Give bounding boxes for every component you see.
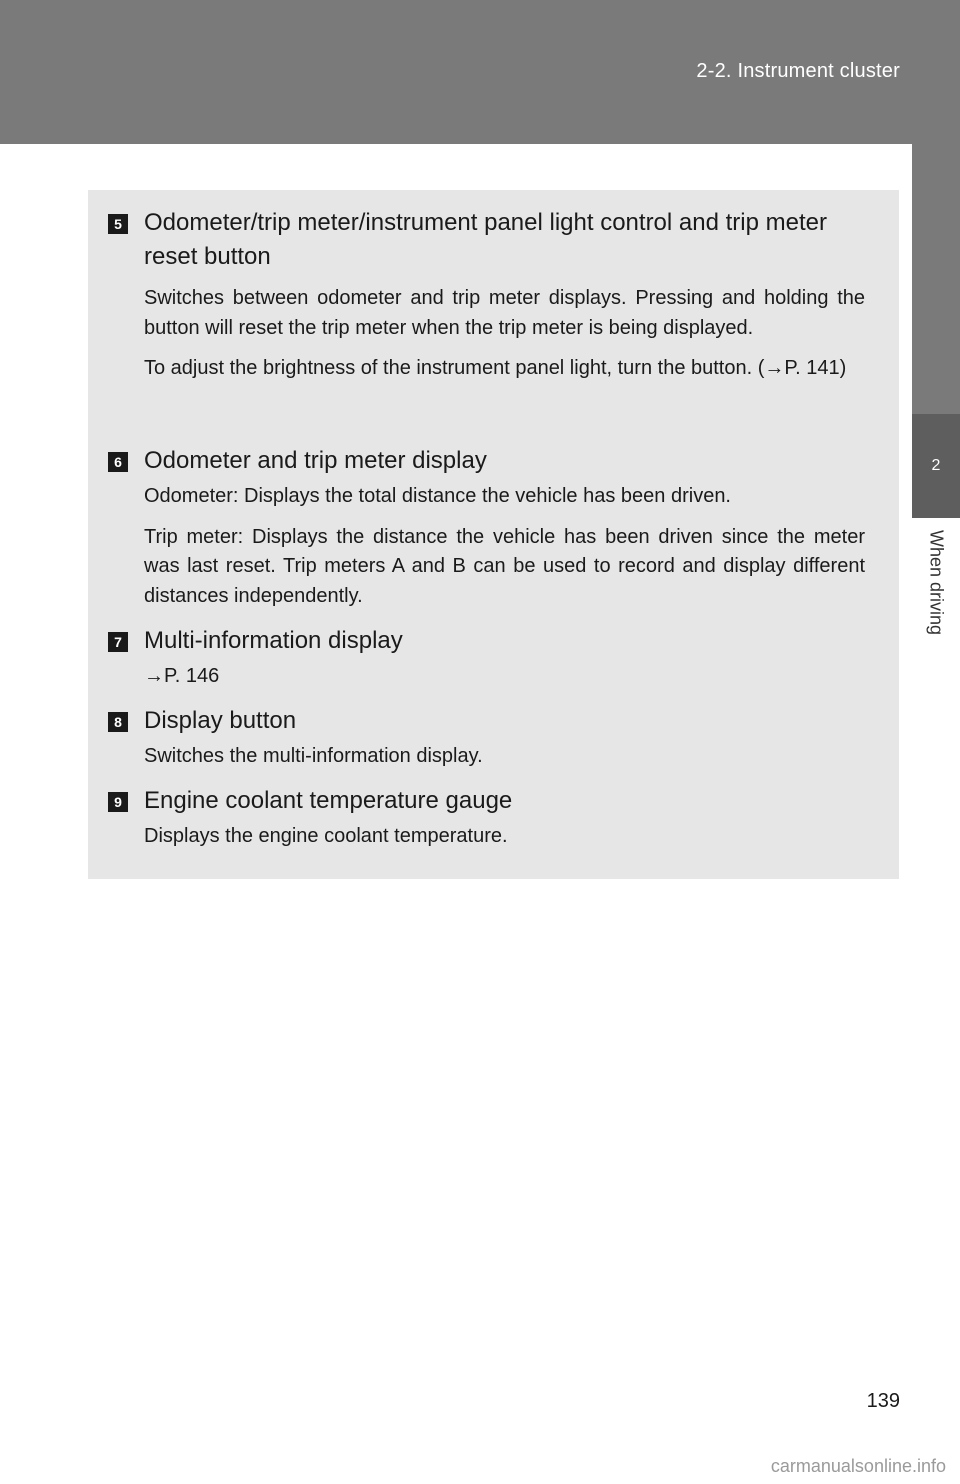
item-paragraph: Displays the engine coolant temperature. xyxy=(144,825,508,847)
item-7 xyxy=(108,624,865,692)
section-title: 2-2. Instrument cluster xyxy=(696,60,900,82)
item-paragraph: Switches the multi-information display. xyxy=(144,745,483,767)
item-title: Odometer/trip meter/instrument panel light control and trip meter reset button xyxy=(144,209,827,270)
item-paragraph: Switches between odometer and trip meter displays. Pressing and holding the button will reset the trip meter when the trip meter is being displayed. xyxy=(144,287,865,339)
content-box xyxy=(88,190,899,879)
item-badge: 6 xyxy=(108,452,128,472)
item-title: Engine coolant temperature gauge xyxy=(144,787,513,814)
chapter-tab xyxy=(912,414,960,518)
item-8 xyxy=(108,704,865,772)
chapter-number: 2 xyxy=(931,457,941,474)
item-body xyxy=(144,742,865,772)
item-title: Odometer and trip meter display xyxy=(144,447,487,474)
item-body xyxy=(144,482,865,611)
item-6 xyxy=(108,444,865,611)
chapter-label-text: When driving xyxy=(926,530,947,636)
page-number: 139 xyxy=(866,1390,900,1412)
item-badge: 5 xyxy=(108,214,128,234)
item-paragraph: To adjust the brightness of the instrument panel light, turn the button. (→P. 141) xyxy=(144,357,847,379)
item-paragraph: Trip meter: Displays the distance the vehicle has been driven since the meter was last reset. Trip meters A and B can be used to record and display different distances independently. xyxy=(144,525,865,607)
item-9 xyxy=(108,784,865,852)
item-body xyxy=(144,662,865,692)
item-badge: 8 xyxy=(108,712,128,732)
item-paragraph: →P. 146 xyxy=(144,665,220,687)
item-title: Multi-information display xyxy=(144,627,403,654)
side-tab-upper xyxy=(912,144,960,414)
item-body xyxy=(144,284,865,384)
item-title: Display button xyxy=(144,707,297,734)
item-badge: 7 xyxy=(108,632,128,652)
item-paragraph: Odometer: Displays the total distance the vehicle has been driven. xyxy=(144,485,731,507)
item-body xyxy=(144,822,865,852)
item-5 xyxy=(108,206,865,384)
header-band xyxy=(0,0,960,144)
chapter-label xyxy=(912,530,960,670)
watermark: carmanualsonline.info xyxy=(770,1456,946,1476)
item-badge: 9 xyxy=(108,792,128,812)
